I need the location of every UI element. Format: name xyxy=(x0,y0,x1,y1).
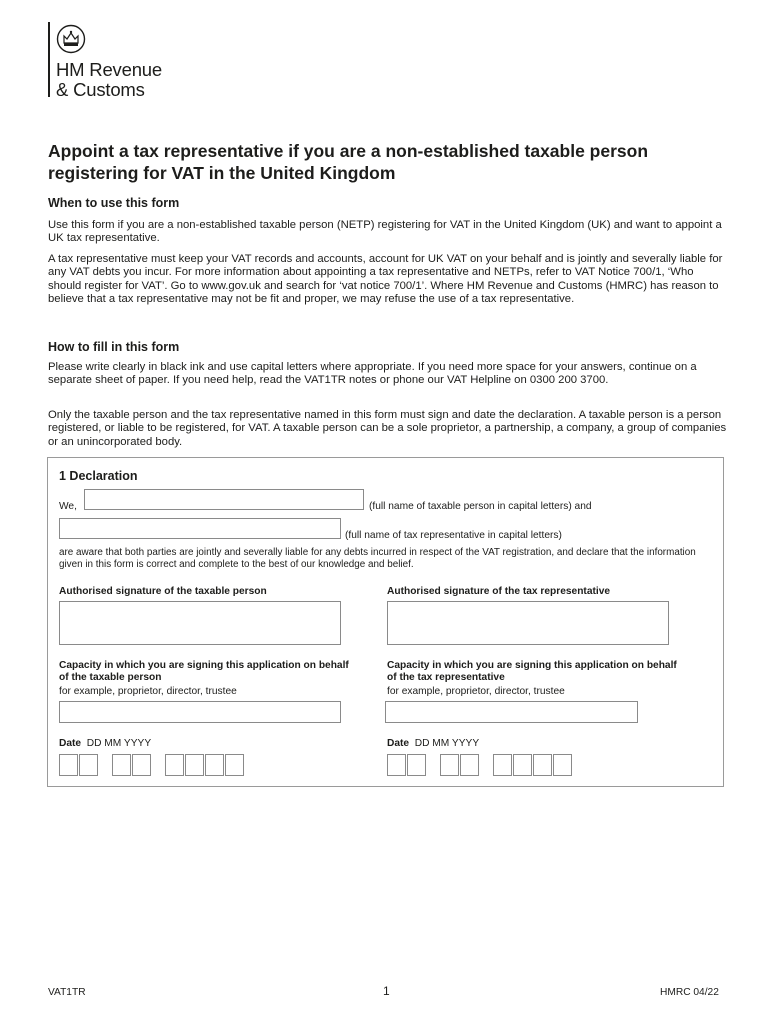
date-digit-box[interactable] xyxy=(59,754,78,776)
page-title: Appoint a tax representative if you are a non-established taxable person registering for VAT in the United Kingdom xyxy=(48,141,649,183)
date-digit-box[interactable] xyxy=(493,754,512,776)
org-name xyxy=(56,60,162,100)
capacity-taxable-input[interactable] xyxy=(59,701,341,723)
date-digit-box[interactable] xyxy=(440,754,459,776)
date-digit-box[interactable] xyxy=(553,754,572,776)
logo-rule xyxy=(48,22,50,97)
date-taxable-input xyxy=(59,754,245,776)
date-rep-format: DD MM YYYY xyxy=(414,738,480,749)
date-digit-box[interactable] xyxy=(79,754,98,776)
date-digit-box[interactable] xyxy=(533,754,552,776)
when-heading: When to use this form xyxy=(48,196,180,210)
how-heading: How to fill in this form xyxy=(48,340,180,354)
date-taxable-format: DD MM YYYY xyxy=(86,738,152,749)
taxable-person-name-input[interactable] xyxy=(84,489,364,510)
org-name-line2: & Customs xyxy=(56,79,145,100)
date-digit-box[interactable] xyxy=(387,754,406,776)
declaration-heading: 1 Declaration xyxy=(59,469,138,483)
date-digit-box[interactable] xyxy=(407,754,426,776)
signature-rep-label: Authorised signature of the tax representative xyxy=(387,586,611,597)
how-paragraph-2: Only the taxable person and the tax representative named in this form must sign and date the declaration. A taxable person is a person registered, or liable to be registered, for VAT. A taxable person can be a sole proprietor, a partnership, a company, a group of companies or an unincorporated body. xyxy=(48,409,727,448)
capacity-taxable-example: for example, proprietor, director, trustee xyxy=(59,686,237,697)
date-taxable-label-text: Date xyxy=(59,738,82,749)
how-paragraph-1: Please write clearly in black ink and use capital letters where appropriate. If you need more space for your answers, continue on a separate sheet of paper. If you need help, read the VAT1TR notes or phone our VAT Helpline on 0300 200 3700. xyxy=(48,361,697,387)
when-paragraph-1: Use this form if you are a non-established taxable person (NETP) registering for VAT in the United Kingdom (UK) and want to appoint a UK tax representative. xyxy=(48,219,722,245)
date-rep-label xyxy=(387,738,479,750)
date-digit-box[interactable] xyxy=(185,754,204,776)
capacity-taxable-label: Capacity in which you are signing this application on behalf of the taxable person xyxy=(59,660,349,683)
form-version: HMRC 04/22 xyxy=(660,987,719,998)
we-label: We, xyxy=(59,501,77,512)
declaration-statement: are aware that both parties are jointly and severally liable for any debts incurred in respect of the VAT registration, and declare that the information given in this form is correct and complete to the best of our knowledge and belief. xyxy=(59,547,696,570)
crown-crest-icon xyxy=(56,24,86,54)
capacity-rep-input[interactable] xyxy=(385,701,638,723)
page-number: 1 xyxy=(383,984,390,998)
date-rep-label-text: Date xyxy=(387,738,410,749)
tax-representative-name-hint: (full name of tax representative in capital letters) xyxy=(345,530,562,541)
date-digit-box[interactable] xyxy=(460,754,479,776)
signature-taxable-field[interactable] xyxy=(59,601,341,645)
date-digit-box[interactable] xyxy=(112,754,131,776)
when-paragraph-2: A tax representative must keep your VAT records and accounts, account for UK VAT on your behalf and is jointly and severally liable for any VAT debts you incur. For more information about appointing a tax representative and NETPs, refer to VAT Notice 700/1, ‘Who should register for VAT’. Go to www.gov.uk and search for ‘vat notice 700/1’. Where HM Revenue and Customs (HMRC) has reason to believe that a tax representative may not be fit and proper, we may refuse the use of a tax representative. xyxy=(48,253,723,306)
date-digit-box[interactable] xyxy=(225,754,244,776)
signature-taxable-label: Authorised signature of the taxable person xyxy=(59,586,267,597)
capacity-rep-label: Capacity in which you are signing this application on behalf of the tax representative xyxy=(387,660,677,683)
date-digit-box[interactable] xyxy=(165,754,184,776)
date-digit-box[interactable] xyxy=(132,754,151,776)
declaration-section xyxy=(47,457,724,787)
date-taxable-label xyxy=(59,738,151,750)
signature-rep-field[interactable] xyxy=(387,601,669,645)
capacity-rep-example: for example, proprietor, director, trustee xyxy=(387,686,565,697)
date-digit-box[interactable] xyxy=(205,754,224,776)
date-digit-box[interactable] xyxy=(513,754,532,776)
taxable-person-name-hint: (full name of taxable person in capital letters) and xyxy=(369,501,592,512)
form-code: VAT1TR xyxy=(48,987,86,998)
date-rep-input xyxy=(387,754,573,776)
tax-representative-name-input[interactable] xyxy=(59,518,341,539)
org-name-line1: HM Revenue xyxy=(56,59,162,80)
